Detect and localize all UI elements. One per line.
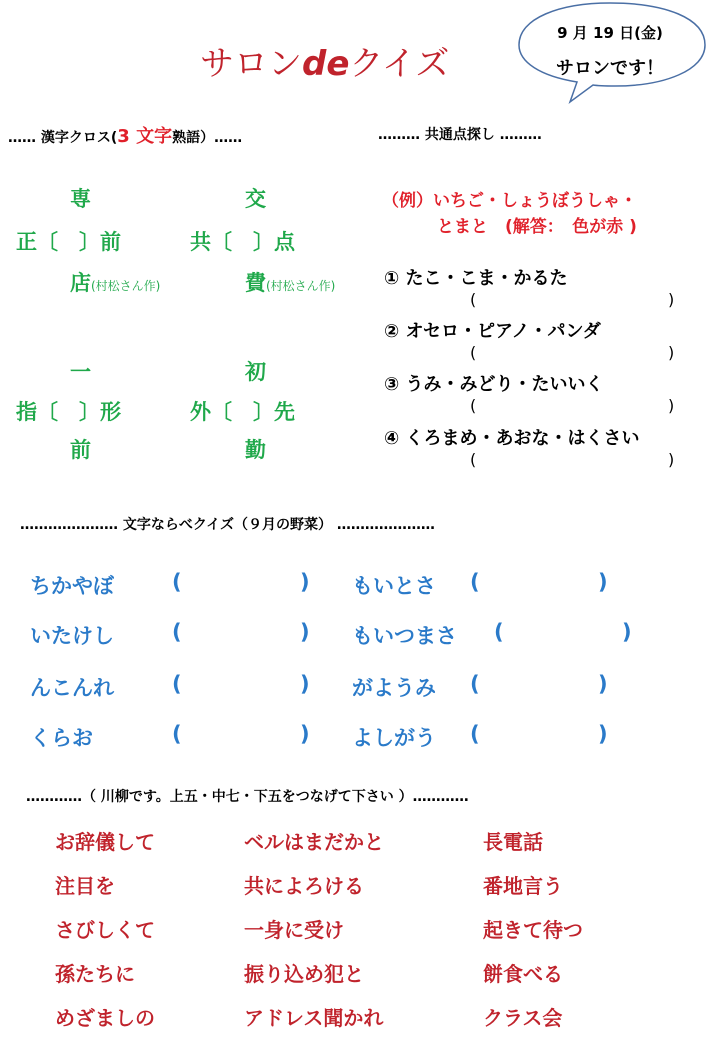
page-title [200, 36, 449, 85]
order-right-4-close: ) [598, 722, 608, 746]
title-de: de [302, 44, 350, 84]
senryu-col3-1: 長電話 [483, 830, 543, 854]
order-left-3-close: ) [300, 672, 310, 696]
kanji-a-top: 専 [70, 187, 91, 211]
senryu-header: …………（ 川柳です。上五・中七・下五をつなげて下さい ）………… [26, 789, 469, 805]
senryu-col1-2: 注目を [55, 874, 115, 898]
order-right-1-open: ( [470, 570, 480, 594]
common-example-line1: （例）いちご・しょうぼうしゃ・ [382, 191, 637, 211]
kanji-c-mid: 指〔 〕形 [16, 400, 121, 424]
common-a3-open: ( [470, 396, 477, 415]
senryu-col1-3: さびしくて [55, 918, 155, 942]
kanji-header-post: 熟語）…… [172, 130, 243, 146]
order-left-2-close: ) [300, 620, 310, 644]
common-a4-close: ) [668, 450, 675, 469]
common-a1-open: ( [470, 290, 477, 309]
kanji-c-bottom: 前 [70, 438, 91, 462]
common-q3: ③ うみ・みどり・たいいく [384, 374, 604, 395]
order-right-2: もいつまさ [352, 624, 457, 648]
order-left-3-open: ( [172, 672, 182, 696]
order-left-1: ちかやぼ [30, 574, 114, 598]
kanji-d-bottom: 勤 [245, 438, 266, 462]
kanji-b-bottom [245, 267, 335, 297]
senryu-col1-1: お辞儀して [55, 830, 155, 854]
order-left-4: くらお [30, 726, 93, 750]
kanji-a-mid: 正〔 〕前 [16, 230, 121, 254]
kanji-b-note: (村松さん作) [266, 279, 336, 293]
order-left-2: いたけし [30, 624, 114, 648]
order-left-2-open: ( [172, 620, 182, 644]
order-left-3: んこんれ [30, 676, 114, 700]
common-a2-open: ( [470, 343, 477, 362]
order-right-1: もいとさ [352, 574, 436, 598]
senryu-col2-3: 一身に受け [244, 918, 344, 942]
common-a2-close: ) [668, 343, 675, 362]
kanji-b-top: 交 [245, 187, 266, 211]
date-bubble [515, 0, 720, 110]
bubble-salon: サロンです！ [556, 58, 664, 79]
common-example-line2: とまと (解答： 色が赤 ) [437, 217, 637, 237]
order-right-4-open: ( [470, 722, 480, 746]
order-left-1-open: ( [172, 570, 182, 594]
order-left-4-open: ( [172, 722, 182, 746]
order-right-2-open: ( [494, 620, 504, 644]
common-q4: ④ くろまめ・あおな・はくさい [384, 428, 640, 449]
order-right-3-close: ) [598, 672, 608, 696]
kanji-d-top: 初 [245, 360, 266, 384]
kanji-header-pre: …… 漢字クロス( [8, 130, 118, 146]
order-quiz-header: ………………… 文字ならべクイズ（９月の野菜） ………………… [20, 517, 435, 533]
order-right-3-open: ( [470, 672, 480, 696]
common-point-header: ……… 共通点探し ……… [378, 127, 542, 143]
bubble-date: 9 月 19 日(金) [557, 24, 663, 42]
kanji-a-bottom [70, 267, 160, 297]
common-q2: ② オセロ・ピアノ・パンダ [384, 321, 601, 342]
kanji-cross-header [8, 122, 242, 148]
order-left-4-close: ) [300, 722, 310, 746]
senryu-col3-3: 起きて待つ [483, 918, 583, 942]
common-a4-open: ( [470, 450, 477, 469]
senryu-col2-1: ベルはまだかと [244, 830, 384, 854]
kanji-a-note: (村松さん作) [91, 279, 161, 293]
senryu-col2-2: 共によろける [244, 874, 364, 898]
kanji-d-mid: 外〔 〕先 [190, 400, 295, 424]
kanji-c-top: 一 [70, 360, 91, 384]
kanji-header-red: 3 文字 [117, 126, 173, 147]
senryu-col1-5: めざましの [55, 1006, 155, 1030]
senryu-col3-4: 餅食べる [483, 962, 563, 986]
order-right-4: よしがう [352, 726, 436, 750]
title-main: サロン [200, 44, 302, 84]
common-a1-close: ) [668, 290, 675, 309]
senryu-col3-2: 番地言う [483, 874, 563, 898]
kanji-b-bottom-char: 費 [245, 271, 266, 295]
kanji-a-bottom-char: 店 [70, 271, 91, 295]
senryu-col2-4: 振り込め犯と [244, 962, 364, 986]
senryu-col2-5: アドレス聞かれ [244, 1006, 384, 1030]
title-rest: クイズ [349, 44, 450, 84]
order-right-3: がようみ [352, 676, 436, 700]
senryu-col3-5: クラス会 [483, 1006, 563, 1030]
order-right-2-close: ) [622, 620, 632, 644]
order-right-1-close: ) [598, 570, 608, 594]
common-q1: ① たこ・こま・かるた [384, 268, 568, 289]
common-a3-close: ) [668, 396, 675, 415]
senryu-col1-4: 孫たちに [55, 962, 135, 986]
kanji-b-mid: 共〔 〕点 [190, 230, 295, 254]
order-left-1-close: ) [300, 570, 310, 594]
